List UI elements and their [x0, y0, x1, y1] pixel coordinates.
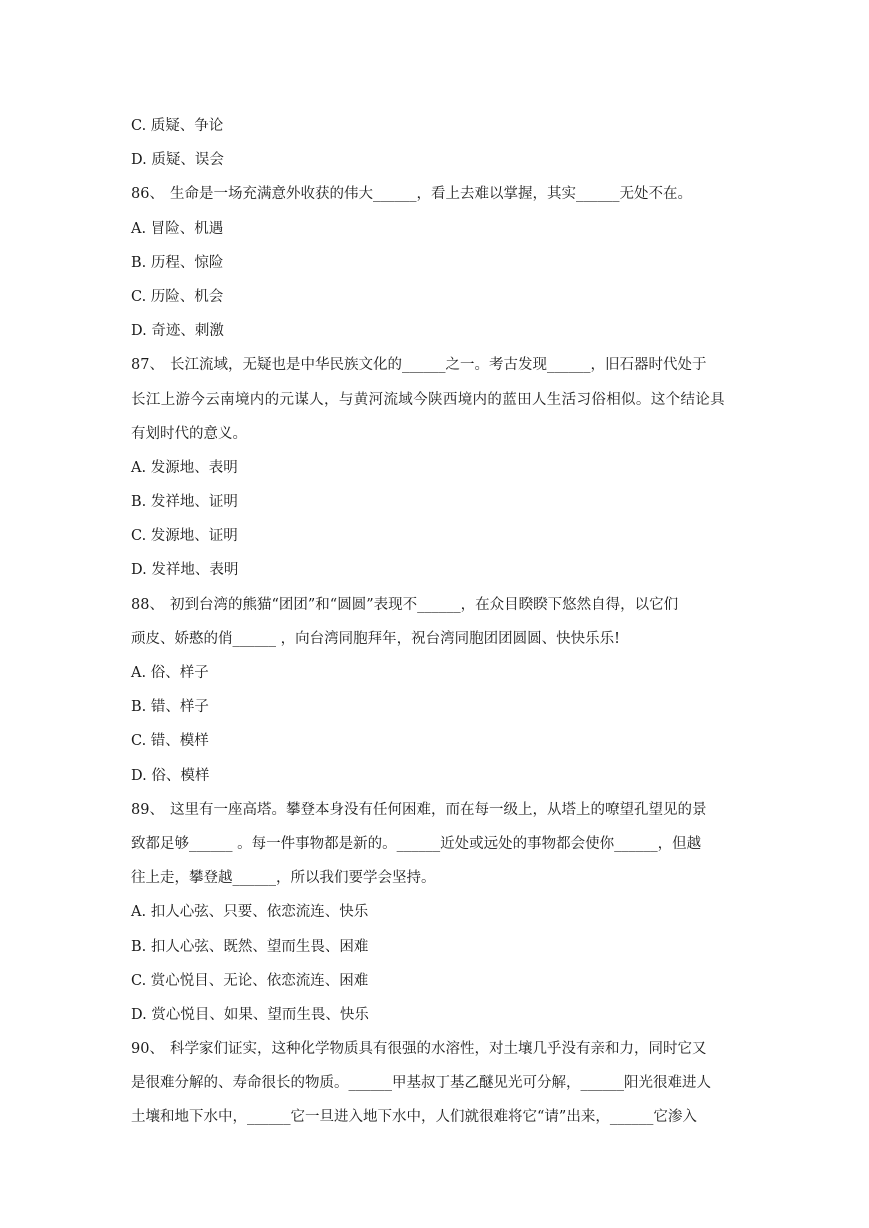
option-87-b: B. 发祥地、证明: [131, 494, 238, 511]
question-88-stem-continued: 顽皮、娇憨的俏______ ，向台湾同胞拜年，祝台湾同胞团团圆圆、快快乐乐!: [131, 630, 620, 647]
question-89-stem-continued: 致都足够______ 。每一件事物都是新的。______近处或远处的事物都会使你______，但越: [131, 835, 702, 852]
option-89-c: C. 赏心悦目、无论、依恋流连、困难: [131, 972, 369, 989]
option-86-d: D. 奇迹、刺激: [131, 323, 224, 340]
question-number: 86、: [131, 186, 164, 203]
option-87-c: C. 发源地、证明: [131, 528, 238, 545]
option-89-d: D. 赏心悦目、如果、望而生畏、快乐: [131, 1006, 369, 1023]
option-88-d: D. 俗、模样: [131, 767, 210, 784]
question-87-stem: [131, 348, 741, 382]
option-86-b: B. 历程、惊险: [131, 254, 224, 271]
question-90-stem-continued: 是很难分解的、寿命很长的物质。______甲基叔丁基乙醚见光可分解，______阳光很难进人: [131, 1075, 711, 1092]
question-90-stem: [131, 1032, 741, 1066]
option-89-a: A. 扣人心弦、只要、依恋流连、快乐: [131, 904, 369, 921]
option-88-b: B. 错、样子: [131, 699, 209, 716]
question-89-stem: [131, 793, 741, 827]
option-89-b: B. 扣人心弦、既然、望而生畏、困难: [131, 938, 369, 955]
question-90-stem-continued: 土壤和地下水中，______它一旦进入地下水中，人们就很难将它“请”出来，______它渗入: [131, 1109, 697, 1126]
question-text: 科学家们证实，这种化学物质具有很强的水溶性，对土壤几乎没有亲和力，同时它又: [169, 1041, 707, 1058]
question-list: [131, 109, 741, 1135]
question-88-stem: [131, 588, 741, 622]
question-89-stem-continued: 往上走，攀登越______，所以我们要学会坚持。: [131, 870, 436, 887]
question-text: 长江流域，无疑也是中华民族文化的______之一。考古发现______，旧石器时代处于: [169, 357, 707, 374]
question-number: 88、: [131, 596, 164, 613]
option-85-d: D. 质疑、误会: [131, 152, 224, 169]
question-87-stem-continued: 有划时代的意义。: [131, 425, 247, 442]
question-number: 90、: [131, 1041, 164, 1058]
option-88-c: C. 错、模样: [131, 733, 209, 750]
question-text: 初到台湾的熊猫“团团”和“圆圆”表现不______，在众目睽睽下悠然自得，以它们: [169, 596, 679, 613]
question-87-stem-continued: 长江上游今云南境内的元谋人，与黄河流域今陕西境内的蓝田人生活习俗相似。这个结论具: [131, 391, 725, 408]
option-88-a: A. 俗、样子: [131, 665, 209, 681]
question-text: 这里有一座高塔。攀登本身没有任何困难，而在每一级上，从塔上的嘹望孔望见的景: [169, 801, 707, 818]
question-number: 89、: [131, 801, 164, 818]
option-86-c: C. 历险、机会: [131, 288, 224, 305]
option-85-c: C. 质疑、争论: [131, 118, 224, 134]
option-87-a: A. 发源地、表明: [131, 459, 238, 476]
question-86-stem: [131, 177, 741, 211]
option-87-d: D. 发祥地、表明: [131, 562, 239, 579]
option-86-a: A. 冒险、机遇: [131, 220, 224, 237]
question-number: 87、: [131, 357, 164, 374]
question-text: 生命是一场充满意外收获的伟大______，看上去难以掌握，其实______无处不在。: [169, 186, 692, 203]
